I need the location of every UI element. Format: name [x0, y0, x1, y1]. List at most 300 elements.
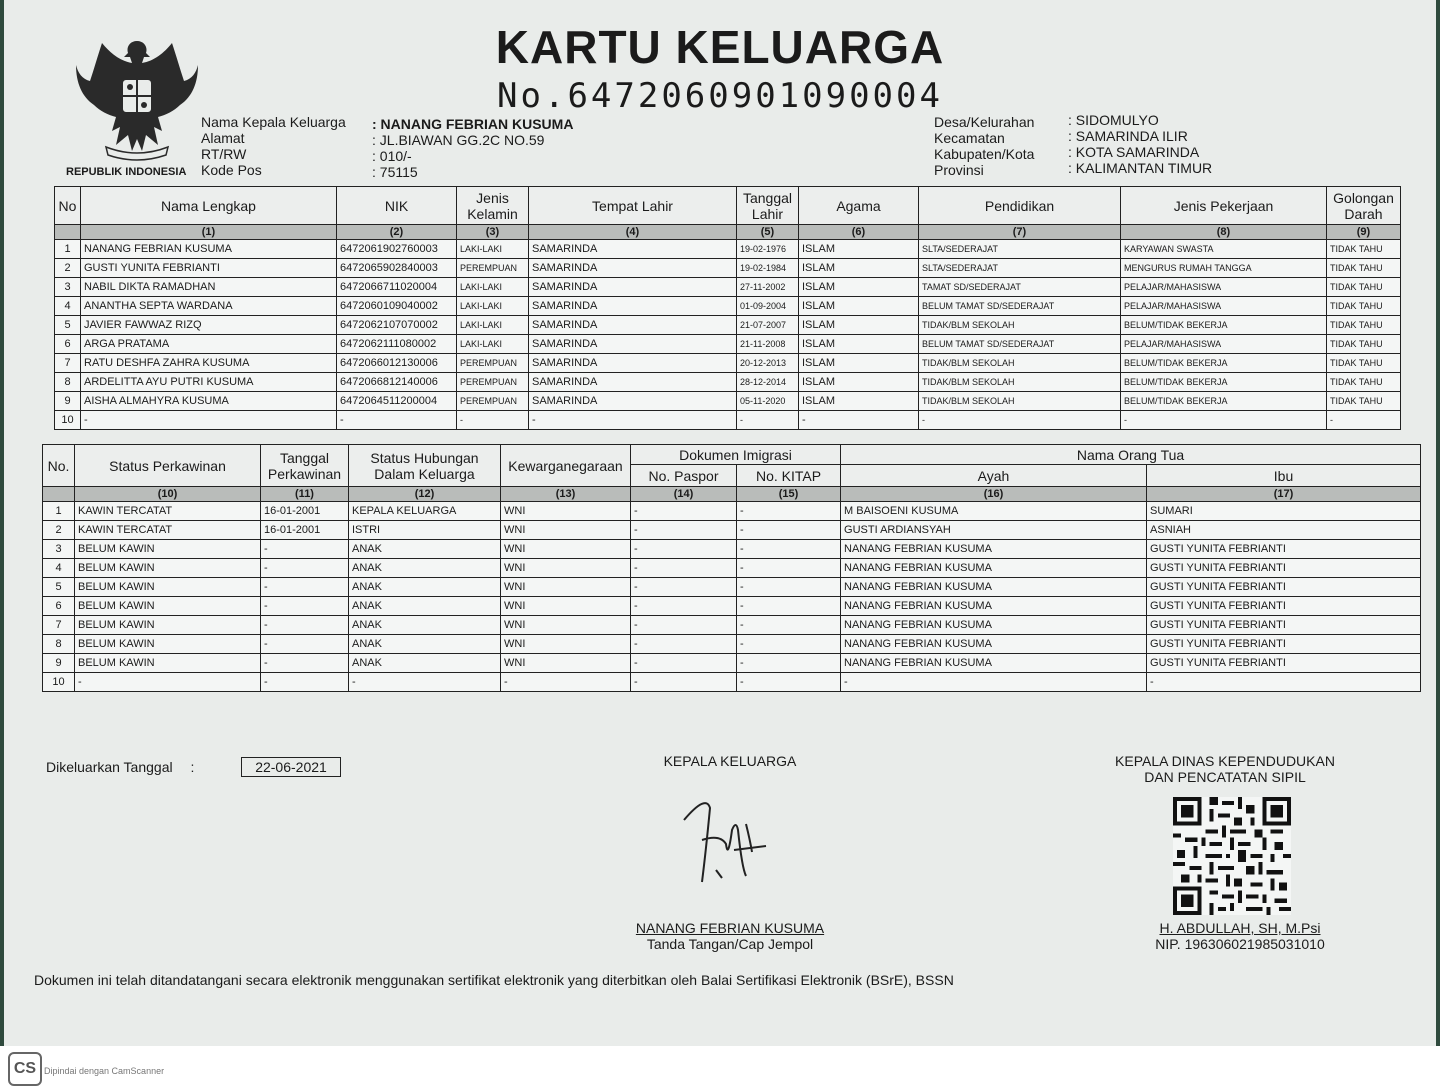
- table-cell: BELUM TAMAT SD/SEDERAJAT: [919, 297, 1121, 316]
- table-cell: ANAK: [349, 559, 501, 578]
- table-cell: ISLAM: [799, 297, 919, 316]
- table-cell: TIDAK/BLM SEKOLAH: [919, 373, 1121, 392]
- table-cell: SUMARI: [1147, 502, 1421, 521]
- table-row: [55, 259, 1401, 278]
- table-cell: 5: [55, 316, 81, 335]
- table-cell: GUSTI YUNITA FEBRIANTI: [1147, 635, 1421, 654]
- label-kabupaten: Kabupaten/Kota: [934, 146, 1035, 162]
- table-cell: -: [337, 411, 457, 430]
- table-row: [55, 335, 1401, 354]
- table-cell: ANAK: [349, 578, 501, 597]
- column-number: (13): [501, 487, 631, 502]
- table-cell: BELUM/TIDAK BEKERJA: [1121, 373, 1327, 392]
- table1-body: [55, 240, 1401, 430]
- col2-ibu: Ibu: [1147, 465, 1421, 487]
- column-number: (5): [737, 225, 799, 240]
- table-cell: WNI: [501, 578, 631, 597]
- table-cell: LAKI-LAKI: [457, 297, 529, 316]
- table-cell: -: [631, 540, 737, 559]
- table-cell: -: [631, 502, 737, 521]
- table-cell: -: [737, 673, 841, 692]
- table-cell: M BAISOENI KUSUMA: [841, 502, 1147, 521]
- col-nik: NIK: [337, 187, 457, 225]
- official-name: H. ABDULLAH, SH, M.Psi: [1159, 920, 1321, 936]
- table-cell: -: [799, 411, 919, 430]
- table-cell: BELUM TAMAT SD/SEDERAJAT: [919, 335, 1121, 354]
- handwritten-signature-icon: [676, 790, 786, 900]
- table-cell: 27-11-2002: [737, 278, 799, 297]
- col2-status-hubungan: Status Hubungan Dalam Keluarga: [349, 445, 501, 487]
- table-cell: ISLAM: [799, 278, 919, 297]
- head-caption: Tanda Tangan/Cap Jempol: [646, 936, 814, 952]
- camscanner-text: Dipindai dengan CamScanner: [44, 1066, 165, 1076]
- table-cell: BELUM KAWIN: [75, 559, 261, 578]
- table-cell: ANAK: [349, 540, 501, 559]
- table-cell: -: [631, 635, 737, 654]
- table1-header-row: [55, 187, 1401, 225]
- col2-no-kitap: No. KITAP: [737, 465, 841, 487]
- table-row: [55, 373, 1401, 392]
- table-cell: KAWIN TERCATAT: [75, 521, 261, 540]
- table-cell: GUSTI YUNITA FEBRIANTI: [1147, 597, 1421, 616]
- table-cell: TIDAK/BLM SEKOLAH: [919, 392, 1121, 411]
- table-cell: NANANG FEBRIAN KUSUMA: [841, 616, 1147, 635]
- table-cell: -: [529, 411, 737, 430]
- table-row: [55, 240, 1401, 259]
- civil-status-table: [42, 444, 1421, 692]
- table-row: [43, 673, 1421, 692]
- table-cell: ANANTHA SEPTA WARDANA: [81, 297, 337, 316]
- table-cell: -: [261, 673, 349, 692]
- value-desa: : SIDOMULYO: [1068, 112, 1159, 128]
- column-number: [43, 487, 75, 502]
- col-pekerjaan: Jenis Pekerjaan: [1121, 187, 1327, 225]
- column-number: (15): [737, 487, 841, 502]
- table-cell: LAKI-LAKI: [457, 335, 529, 354]
- table-cell: ISTRI: [349, 521, 501, 540]
- table-cell: ISLAM: [799, 259, 919, 278]
- table-row: [43, 616, 1421, 635]
- table-cell: 5: [43, 578, 75, 597]
- table-cell: TIDAK TAHU: [1327, 316, 1401, 335]
- table-cell: BELUM KAWIN: [75, 540, 261, 559]
- table-cell: NANANG FEBRIAN KUSUMA: [841, 635, 1147, 654]
- table-cell: KAWIN TERCATAT: [75, 502, 261, 521]
- table-cell: BELUM/TIDAK BEKERJA: [1121, 316, 1327, 335]
- electronic-signature-note: Dokumen ini telah ditandatangani secara elektronik menggunakan sertifikat elektronik yang diterbitkan oleh Balai Sertifikasi Elektronik (BSrE), BSSN: [34, 972, 954, 988]
- table-cell: 6472066812140006: [337, 373, 457, 392]
- official-title-1: KEPALA DINAS KEPENDUDUKAN: [1115, 753, 1335, 769]
- table-cell: SLTA/SEDERAJAT: [919, 259, 1121, 278]
- official-nip: NIP. 196306021985031010: [1155, 936, 1325, 952]
- table-cell: 19-02-1976: [737, 240, 799, 259]
- label-kecamatan: Kecamatan: [934, 130, 1005, 146]
- issued-label-text: Dikeluarkan Tanggal: [46, 759, 173, 775]
- table-cell: GUSTI ARDIANSYAH: [841, 521, 1147, 540]
- table-cell: NANANG FEBRIAN KUSUMA: [841, 559, 1147, 578]
- header-right-labels: [934, 114, 1034, 178]
- table-cell: 6: [55, 335, 81, 354]
- issued-colon: :: [190, 759, 195, 775]
- table-cell: 6: [43, 597, 75, 616]
- table-cell: -: [75, 673, 261, 692]
- col-pendidikan: Pendidikan: [919, 187, 1121, 225]
- table-cell: -: [631, 673, 737, 692]
- col2-dokumen-imigrasi: Dokumen Imigrasi: [631, 445, 841, 465]
- table-row: [55, 392, 1401, 411]
- table-cell: 10: [55, 411, 81, 430]
- table-cell: -: [261, 578, 349, 597]
- table-cell: -: [737, 654, 841, 673]
- table-cell: TIDAK TAHU: [1327, 373, 1401, 392]
- table-cell: -: [1327, 411, 1401, 430]
- table-cell: SAMARINDA: [529, 259, 737, 278]
- table-cell: -: [737, 635, 841, 654]
- table-cell: -: [841, 673, 1147, 692]
- head-name: NANANG FEBRIAN KUSUMA: [635, 920, 825, 936]
- table-cell: WNI: [501, 654, 631, 673]
- table-cell: -: [261, 635, 349, 654]
- table-cell: 4: [43, 559, 75, 578]
- table-cell: PEREMPUAN: [457, 259, 529, 278]
- table-cell: BELUM/TIDAK BEKERJA: [1121, 392, 1327, 411]
- table-row: [43, 540, 1421, 559]
- column-number: (8): [1121, 225, 1327, 240]
- header-left-labels: [201, 114, 346, 178]
- table-cell: -: [737, 411, 799, 430]
- table-cell: NANANG FEBRIAN KUSUMA: [841, 578, 1147, 597]
- table-cell: 7: [43, 616, 75, 635]
- column-number: (14): [631, 487, 737, 502]
- table-cell: ISLAM: [799, 316, 919, 335]
- table-cell: TIDAK TAHU: [1327, 240, 1401, 259]
- table-cell: RATU DESHFA ZAHRA KUSUMA: [81, 354, 337, 373]
- value-kode-pos: : 75115: [372, 164, 418, 180]
- table-cell: -: [737, 521, 841, 540]
- document-number: No.6472060901090004: [497, 76, 943, 116]
- table-cell: -: [737, 616, 841, 635]
- head-signature-block: [600, 753, 860, 769]
- column-number: (16): [841, 487, 1147, 502]
- table-cell: TIDAK/BLM SEKOLAH: [919, 354, 1121, 373]
- table-cell: ISLAM: [799, 392, 919, 411]
- column-number: (10): [75, 487, 261, 502]
- table-row: [43, 635, 1421, 654]
- table-row: [55, 354, 1401, 373]
- head-name-block: [600, 920, 860, 952]
- family-members-table: [54, 186, 1401, 430]
- camscanner-logo: CS: [8, 1052, 42, 1086]
- table-row: [43, 502, 1421, 521]
- table-cell: TIDAK TAHU: [1327, 259, 1401, 278]
- table-cell: GUSTI YUNITA FEBRIANTI: [1147, 559, 1421, 578]
- header-right-values: [1068, 112, 1212, 176]
- table-cell: -: [737, 502, 841, 521]
- table2-body: [43, 502, 1421, 692]
- table-row: [43, 597, 1421, 616]
- table-cell: NANANG FEBRIAN KUSUMA: [841, 540, 1147, 559]
- table-cell: -: [631, 654, 737, 673]
- table-cell: PEREMPUAN: [457, 392, 529, 411]
- table-cell: 6472066711020004: [337, 278, 457, 297]
- table-cell: -: [631, 616, 737, 635]
- column-number: (7): [919, 225, 1121, 240]
- table-cell: GUSTI YUNITA FEBRIANTI: [1147, 540, 1421, 559]
- table-cell: LAKI-LAKI: [457, 240, 529, 259]
- table-cell: 1: [43, 502, 75, 521]
- table-cell: -: [261, 540, 349, 559]
- column-number: (3): [457, 225, 529, 240]
- table-cell: GUSTI YUNITA FEBRIANTI: [1147, 578, 1421, 597]
- table-cell: SAMARINDA: [529, 297, 737, 316]
- table-cell: SAMARINDA: [529, 354, 737, 373]
- table-cell: TIDAK TAHU: [1327, 354, 1401, 373]
- table-cell: ASNIAH: [1147, 521, 1421, 540]
- table-cell: TIDAK TAHU: [1327, 335, 1401, 354]
- table-cell: 19-02-1984: [737, 259, 799, 278]
- table-cell: BELUM KAWIN: [75, 597, 261, 616]
- table-cell: SAMARINDA: [529, 278, 737, 297]
- table-cell: GUSTI YUNITA FEBRIANTI: [1147, 616, 1421, 635]
- col2-no: No.: [43, 445, 75, 487]
- table-cell: -: [737, 597, 841, 616]
- value-alamat: : JL.BIAWAN GG.2C NO.59: [372, 132, 545, 148]
- table-cell: ISLAM: [799, 335, 919, 354]
- table-cell: BELUM KAWIN: [75, 578, 261, 597]
- table-cell: WNI: [501, 635, 631, 654]
- table-row: [43, 559, 1421, 578]
- table-cell: SAMARINDA: [529, 240, 737, 259]
- table-cell: ARDELITTA AYU PUTRI KUSUMA: [81, 373, 337, 392]
- table-cell: BELUM KAWIN: [75, 616, 261, 635]
- head-title: KEPALA KELUARGA: [663, 753, 797, 769]
- table2-header-row-1: [43, 445, 1421, 465]
- table-cell: 6472061902760003: [337, 240, 457, 259]
- official-title-block: [1080, 753, 1370, 785]
- table-cell: 6472062107070002: [337, 316, 457, 335]
- issued-label: [46, 759, 194, 775]
- table-cell: -: [349, 673, 501, 692]
- table-cell: -: [1121, 411, 1327, 430]
- emblem-caption: REPUBLIK INDONESIA: [66, 166, 187, 178]
- table-cell: 05-11-2020: [737, 392, 799, 411]
- table-cell: BELUM/TIDAK BEKERJA: [1121, 354, 1327, 373]
- col-no: No: [55, 187, 81, 225]
- column-number: (4): [529, 225, 737, 240]
- column-number: (11): [261, 487, 349, 502]
- header-left-values: [372, 116, 573, 180]
- table1-number-row: [55, 225, 1401, 240]
- table-cell: 2: [55, 259, 81, 278]
- qr-code-icon: [1168, 797, 1296, 915]
- table-cell: AISHA ALMAHYRA KUSUMA: [81, 392, 337, 411]
- table-cell: TIDAK TAHU: [1327, 297, 1401, 316]
- table-row: [55, 297, 1401, 316]
- table-cell: LAKI-LAKI: [457, 278, 529, 297]
- table2-number-row: [43, 487, 1421, 502]
- table-cell: SAMARINDA: [529, 392, 737, 411]
- table-cell: PELAJAR/MAHASISWA: [1121, 335, 1327, 354]
- table-cell: KARYAWAN SWASTA: [1121, 240, 1327, 259]
- value-kabupaten: : KOTA SAMARINDA: [1068, 144, 1200, 160]
- table-cell: 1: [55, 240, 81, 259]
- table-cell: 16-01-2001: [261, 521, 349, 540]
- table-cell: -: [737, 559, 841, 578]
- issued-date: 22-06-2021: [241, 757, 341, 777]
- table-cell: 01-09-2004: [737, 297, 799, 316]
- table-cell: 28-12-2014: [737, 373, 799, 392]
- table-row: [43, 654, 1421, 673]
- table-cell: NANANG FEBRIAN KUSUMA: [841, 597, 1147, 616]
- table-cell: -: [737, 578, 841, 597]
- table-row: [43, 521, 1421, 540]
- table-cell: BELUM KAWIN: [75, 654, 261, 673]
- table-cell: WNI: [501, 616, 631, 635]
- table-cell: 9: [55, 392, 81, 411]
- table-cell: ISLAM: [799, 354, 919, 373]
- table-cell: SAMARINDA: [529, 316, 737, 335]
- table-cell: WNI: [501, 559, 631, 578]
- table-cell: -: [919, 411, 1121, 430]
- col2-ayah: Ayah: [841, 465, 1147, 487]
- table-cell: WNI: [501, 521, 631, 540]
- table-cell: ANAK: [349, 616, 501, 635]
- scanner-footer: [0, 1046, 1440, 1089]
- col2-status-perkawinan: Status Perkawinan: [75, 445, 261, 487]
- table-cell: TIDAK/BLM SEKOLAH: [919, 316, 1121, 335]
- table-cell: -: [261, 559, 349, 578]
- column-number: (9): [1327, 225, 1401, 240]
- table-cell: 3: [55, 278, 81, 297]
- table-cell: 21-11-2008: [737, 335, 799, 354]
- table-cell: TIDAK TAHU: [1327, 392, 1401, 411]
- table-row: [55, 278, 1401, 297]
- table-cell: -: [1147, 673, 1421, 692]
- table-cell: -: [261, 597, 349, 616]
- table-cell: -: [501, 673, 631, 692]
- table-cell: 6472060109040002: [337, 297, 457, 316]
- table-cell: 6472066012130006: [337, 354, 457, 373]
- label-desa: Desa/Kelurahan: [934, 114, 1035, 130]
- table-cell: WNI: [501, 540, 631, 559]
- col-tempat-lahir: Tempat Lahir: [529, 187, 737, 225]
- value-provinsi: : KALIMANTAN TIMUR: [1068, 160, 1213, 176]
- table-cell: GUSTI YUNITA FEBRIANTI: [81, 259, 337, 278]
- table-cell: 9: [43, 654, 75, 673]
- table-cell: 16-01-2001: [261, 502, 349, 521]
- table-cell: -: [261, 616, 349, 635]
- table-cell: 21-07-2007: [737, 316, 799, 335]
- table-row: [55, 411, 1401, 430]
- official-name-block: [1080, 920, 1400, 952]
- table-cell: ANAK: [349, 635, 501, 654]
- table-cell: WNI: [501, 502, 631, 521]
- table-cell: ARGA PRATAMA: [81, 335, 337, 354]
- table-cell: 6472065902840003: [337, 259, 457, 278]
- table-cell: PEREMPUAN: [457, 354, 529, 373]
- table-cell: -: [457, 411, 529, 430]
- table-row: [43, 578, 1421, 597]
- column-number: (2): [337, 225, 457, 240]
- col-nama: Nama Lengkap: [81, 187, 337, 225]
- document-title: KARTU KELUARGA: [495, 21, 945, 73]
- table-cell: LAKI-LAKI: [457, 316, 529, 335]
- table-cell: 3: [43, 540, 75, 559]
- table-cell: GUSTI YUNITA FEBRIANTI: [1147, 654, 1421, 673]
- col2-no-paspor: No. Paspor: [631, 465, 737, 487]
- table-cell: TIDAK TAHU: [1327, 278, 1401, 297]
- column-number: (12): [349, 487, 501, 502]
- table-cell: -: [631, 597, 737, 616]
- value-rtrw: : 010/-: [372, 148, 412, 164]
- column-number: (1): [81, 225, 337, 240]
- table-cell: KEPALA KELUARGA: [349, 502, 501, 521]
- table-cell: -: [631, 559, 737, 578]
- table-cell: SAMARINDA: [529, 335, 737, 354]
- table-cell: -: [631, 578, 737, 597]
- table-cell: SAMARINDA: [529, 373, 737, 392]
- table-cell: WNI: [501, 597, 631, 616]
- table-cell: ISLAM: [799, 240, 919, 259]
- table-cell: 6472062111080002: [337, 335, 457, 354]
- table-cell: ANAK: [349, 597, 501, 616]
- table-cell: SLTA/SEDERAJAT: [919, 240, 1121, 259]
- table-row: [55, 316, 1401, 335]
- col-golongan-darah: Golongan Darah: [1327, 187, 1401, 225]
- table-cell: 7: [55, 354, 81, 373]
- table-cell: -: [81, 411, 337, 430]
- value-nama-kepala: : NANANG FEBRIAN KUSUMA: [372, 116, 574, 132]
- label-provinsi: Provinsi: [934, 162, 984, 178]
- table-cell: BELUM KAWIN: [75, 635, 261, 654]
- table-cell: TAMAT SD/SEDERAJAT: [919, 278, 1121, 297]
- table-cell: NANANG FEBRIAN KUSUMA: [841, 654, 1147, 673]
- table-cell: 2: [43, 521, 75, 540]
- table-cell: ANAK: [349, 654, 501, 673]
- col-agama: Agama: [799, 187, 919, 225]
- table-cell: MENGURUS RUMAH TANGGA: [1121, 259, 1327, 278]
- table-cell: PELAJAR/MAHASISWA: [1121, 297, 1327, 316]
- table-cell: -: [631, 521, 737, 540]
- table-cell: PELAJAR/MAHASISWA: [1121, 278, 1327, 297]
- table-cell: PEREMPUAN: [457, 373, 529, 392]
- label-kode-pos: Kode Pos: [201, 162, 262, 178]
- table-cell: 4: [55, 297, 81, 316]
- column-number: (17): [1147, 487, 1421, 502]
- label-rtrw: RT/RW: [201, 146, 247, 162]
- table-cell: NANANG FEBRIAN KUSUMA: [81, 240, 337, 259]
- table-cell: 6472064511200004: [337, 392, 457, 411]
- col2-nama-orang-tua: Nama Orang Tua: [841, 445, 1421, 465]
- column-number: [55, 225, 81, 240]
- table-cell: 10: [43, 673, 75, 692]
- column-number: (6): [799, 225, 919, 240]
- table-cell: ISLAM: [799, 373, 919, 392]
- official-title-2: DAN PENCATATAN SIPIL: [1144, 769, 1306, 785]
- col2-tanggal-perkawinan: Tanggal Perkawinan: [261, 445, 349, 487]
- label-nama-kepala: Nama Kepala Keluarga: [201, 114, 346, 130]
- table-cell: 8: [43, 635, 75, 654]
- label-alamat: Alamat: [201, 130, 245, 146]
- table-cell: 20-12-2013: [737, 354, 799, 373]
- table-cell: -: [261, 654, 349, 673]
- table-cell: NABIL DIKTA RAMADHAN: [81, 278, 337, 297]
- value-kecamatan: : SAMARINDA ILIR: [1068, 128, 1188, 144]
- table-cell: -: [737, 540, 841, 559]
- table-cell: JAVIER FAWWAZ RIZQ: [81, 316, 337, 335]
- col2-kewarganegaraan: Kewarganegaraan: [501, 445, 631, 487]
- col-jenis-kelamin: Jenis Kelamin: [457, 187, 529, 225]
